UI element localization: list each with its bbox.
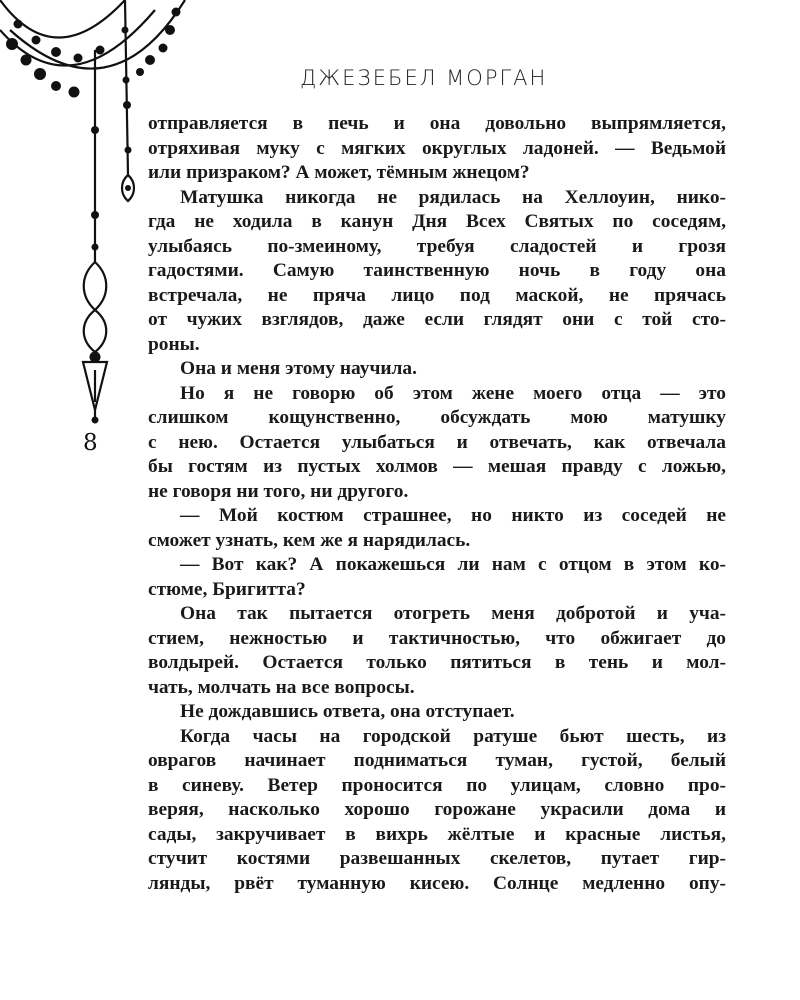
text-line: гда не ходила в канун Дня Всех Святых по соседям, [148, 211, 726, 232]
text-line: Матушка никогда не рядилась на Хеллоуин, нико- [180, 186, 726, 208]
text-line: волдырей. Остается только пятиться в тень и мол- [148, 652, 726, 673]
text-line: Не дождавшись ответа, она отступает. [180, 701, 515, 722]
text-line: веряя, насколько хорошо горожане украсили дома и [148, 799, 726, 820]
text-line: отправляется в печь и она довольно выпрямляется, [148, 113, 726, 134]
text-line: от чужих взглядов, даже если глядят они с той сто- [148, 309, 726, 330]
text-line: Когда часы на городской ратуше бьют шесть, из [180, 725, 726, 747]
text-line: гадостями. Самую таинственную ночь в году она [148, 260, 726, 281]
text-line: — Вот как? А покажешься ли нам с отцом в этом ко- [180, 554, 726, 575]
text-line: или призраком? А может, тёмным жнецом? [148, 162, 530, 183]
text-line: стучит костями развешанных скелетов, путает гир- [148, 848, 726, 869]
text-line: улыбаясь по-змеиному, требуя сладостей и грозя [148, 235, 726, 257]
text-line: Но я не говорю об этом жене моего отца — это [180, 382, 726, 404]
text-line: оврагов начинает подниматься туман, густой, белый [148, 750, 726, 771]
text-line: чать, молчать на все вопросы. [148, 676, 415, 698]
text-line: Она так пытается отогреть меня добротой и уча- [180, 603, 726, 624]
text-line: стюме, Бригитта? [148, 578, 306, 600]
text-line: бы гостям из пустых холмов — мешая правду с ложью, [148, 456, 726, 477]
text-line: встречала, не пряча лицо под маской, не прячась [148, 284, 726, 306]
text-line: отряхивая муку с мягких округлых ладоней. — Ведьмой [148, 137, 726, 159]
text-line: сможет узнать, кем же я нарядилась. [148, 529, 471, 551]
text-line: роны. [148, 333, 200, 355]
body-text [148, 112, 726, 896]
text-line: Она и меня этому научила. [180, 358, 417, 379]
text-line: в синеву. Ветер проносится по улицам, словно про- [148, 774, 726, 796]
running-head-title: ДЖЕЗЕБЕЛ МОРГАН [300, 66, 548, 90]
text-line: — Мой костюм страшнее, но никто из соседей не [180, 505, 726, 526]
text-line: сады, закручивает в вихрь жёлтые и красные листья, [148, 823, 726, 845]
page-number: 8 [83, 430, 98, 456]
text-line: слишком кощунственно, обсуждать мою матушку [148, 407, 726, 428]
text-line: не говоря ни того, ни другого. [148, 480, 409, 502]
text-line: стием, нежностью и тактичностью, что обжигает до [148, 627, 726, 649]
text-line: лянды, рвёт туманную кисею. Солнце медленно опу- [148, 872, 726, 894]
text-line: с нею. Остается улыбаться и отвечать, как отвечала [148, 431, 726, 453]
